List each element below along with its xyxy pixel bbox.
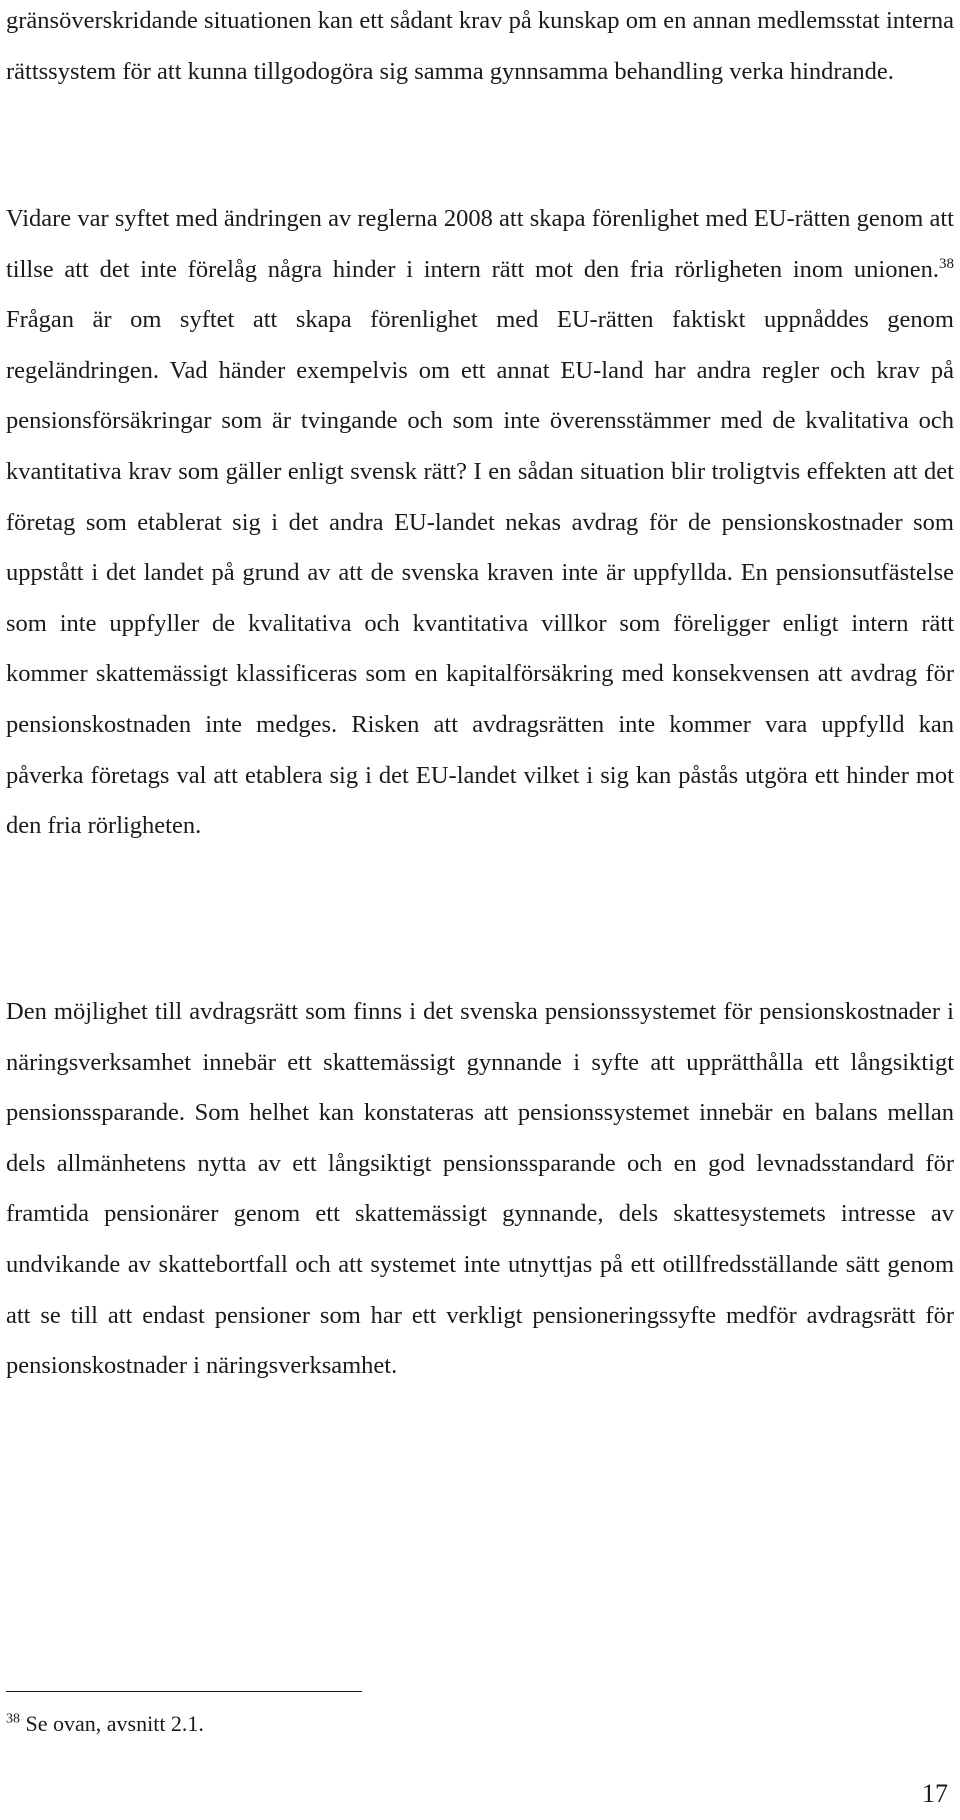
- page-number: 17: [922, 1779, 948, 1808]
- footnote-separator-line: [6, 1691, 362, 1692]
- footnote-text: Se ovan, avsnitt 2.1.: [25, 1711, 204, 1736]
- paragraph-1-text: gränsöverskridande situationen kan ett sådant krav på kunskap om en annan medlemsstat interna rättssystem för att kunna tillgodogöra sig samma gynnsamma behandling verka hindrande.: [6, 7, 954, 85]
- paragraph-3-text: Den möjlighet till avdragsrätt som finns i det svenska pensionssystemet för pensionskostnader i näringsverksamhet innebär ett skattemässigt gynnande i syfte att upprätthålla ett långsiktigt pensionssparande. Som helhet kan konstateras att pensionssystemet innebär en balans mellan dels allmänhetens nytta av ett långsiktigt pensionssparande och en god levnadsstandard för framtida pensionärer genom ett skattemässigt gynnande, dels skattesystemets intresse av undvikande av skattebortfall och att systemet inte utnyttjas på ett otillfredsställande sätt genom att se till att endast pensioner som har ett verkligt pensioneringssyfte medför avdragsrätt för pensionskostnader i näringsverksamhet.: [6, 998, 954, 1380]
- body-paragraph-1: [6, 0, 954, 97]
- paragraph-2-text-before-footnote: Vidare var syftet med ändringen av reglerna 2008 att skapa förenlighet med EU-rätten genom att tillse att det inte förelåg några hinder i intern rätt mot den fria rörligheten inom unionen.: [6, 205, 954, 283]
- body-paragraph-2: [6, 194, 954, 852]
- footnote: [6, 1710, 204, 1738]
- footnote-reference-38[interactable]: 38: [939, 255, 954, 272]
- paragraph-2-text-after-footnote: Frågan är om syftet att skapa förenlighet med EU-rätten faktiskt uppnåddes genom regeländringen. Vad händer exempelvis om ett annat EU-land har andra regler och krav på pensionsförsäkringar som är tvingande och som inte överensstämmer med de kvalitativa och kvantitativa krav som gäller enligt svensk rätt? I en sådan situation blir troligtvis effekten att det företag som etablerat sig i det andra EU-landet nekas avdrag för de pensionskostnader som uppstått i det landet på grund av att de svenska kraven inte är uppfyllda. En pensionsutfästelse som inte uppfyller de kvalitativa och kvantitativa villkor som föreligger enligt intern rätt kommer skattemässigt klassificeras som en kapitalförsäkring med konsekvensen att avdrag för pensionskostnaden inte medges. Risken att avdragsrätten inte kommer vara uppfylld kan påverka företags val att etablera sig i det EU-landet vilket i sig kan påstås utgöra ett hinder mot den fria rörligheten.: [6, 306, 954, 840]
- footnote-number: 38: [6, 1711, 20, 1727]
- body-paragraph-3: [6, 987, 954, 1392]
